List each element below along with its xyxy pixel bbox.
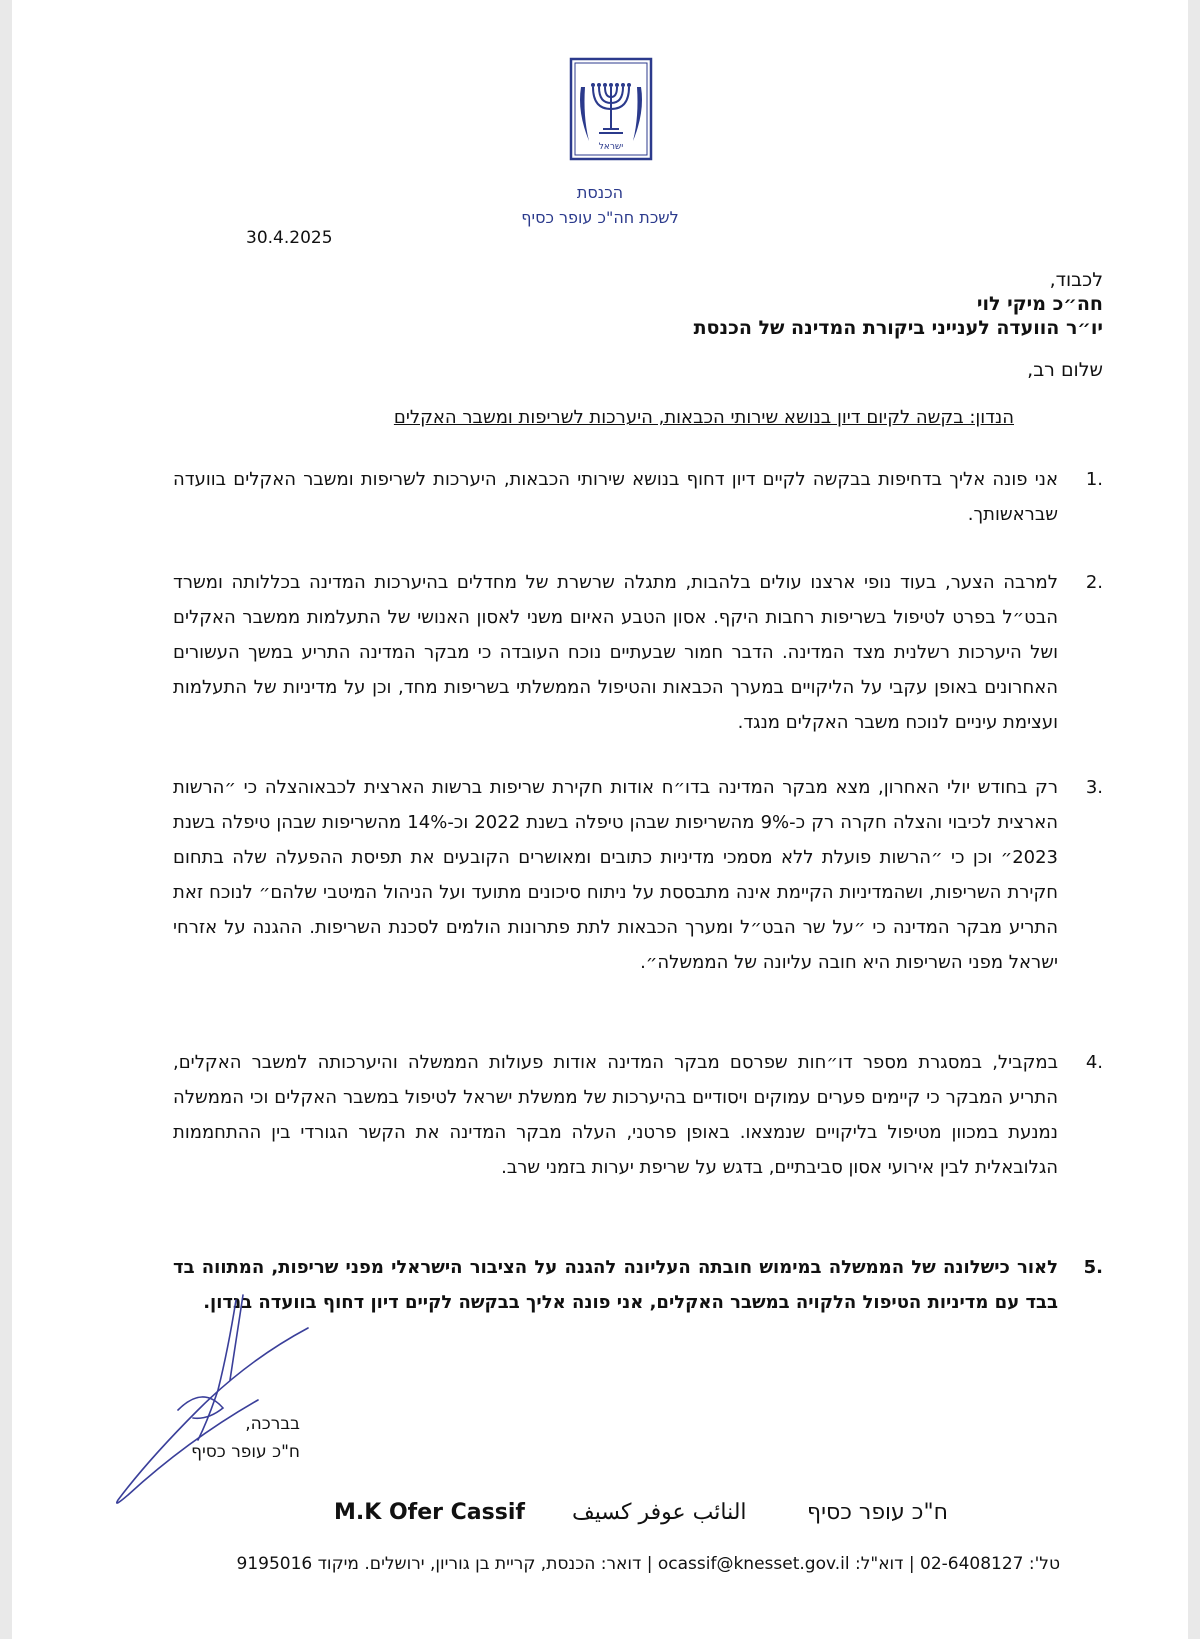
recipient-title: יו״ר הוועדה לענייני ביקורת המדינה של הכנסת: [693, 317, 1103, 339]
paragraph-text: במקביל, במסגרת מספר דו״חות שפרסם מבקר המדינה אודות פעולות הממשלה והיערכותה למשבר האקלים, התריע המבקר כי קיימים פערים עמוקים ויסודיים בהיערכות של ממשלת ישראל לטיפול במשבר האקלים וכי הממשלה נמנעת במכוון מטיפול בליקויים שנמצאו. באופן פרטני, העלה מבקר המדינה את הקשר הגורדי בין ההתחממות הגלובאלית לבין אירועי אסון סביבתיים, בדגש על שריפת יערות בזמני שרב.: [173, 1052, 1058, 1178]
paragraph-number: .1: [1085, 469, 1103, 490]
paragraph-number: .4: [1085, 1052, 1103, 1073]
salutation-to: לכבוד,: [1049, 269, 1103, 291]
paragraph-2: [173, 565, 1103, 740]
letter-date: 30.4.2025: [246, 228, 333, 248]
recipient-block: [403, 268, 1103, 340]
paragraph-1: [173, 462, 1103, 532]
recipient-name: חה״כ מיקי לוי: [976, 293, 1103, 315]
subject-line: הנדון: בקשה לקיום דיון בנושא שירותי הכבאות, היערכות לשריפות ומשבר האקלים: [393, 407, 1014, 428]
footer-name-he: ח"כ עופר כסיף: [807, 1500, 948, 1525]
footer-name-ar: النائب عوفر كسيف: [572, 1500, 747, 1525]
closing-blessing: בברכה,: [245, 1414, 300, 1434]
greeting: שלום רב,: [1027, 359, 1103, 381]
paragraph-text: רק בחודש יולי האחרון, מצא מבקר המדינה בדו״ח אודות חקירת שריפות ברשות הארצית לכבאוהצלה כי ״הרשות הארצית לכיבוי והצלה חקרה רק כ-9% מהשריפות שבהן טיפלה בשנת 2022 וכ-14% מהשריפות שבהן טיפלה בשנת 2023״ וכן כי ״הרשות פועלת ללא מסמכי מדיניות כתובים ומאושרים הקובעים את תפיסת ההפעלה שלה בתחום חקירת השריפות, ושהמדיניות הקיימת אינה מתבססת על ניתוח סיכונים מתועד ועל הניהול המיטבי שלהם״ לנוכח זאת התריע מבקר המדינה כי ״על שר הבט״ל ומערך הכבאות לתת פתרונות הולמים לסכנת השריפות. ההגנה על אזרחי ישראל מפני השריפות היא חובה עליונה של הממשלה״.: [173, 777, 1059, 973]
svg-text:ישראל: ישראל: [598, 142, 624, 152]
paragraph-number: .5: [1083, 1257, 1103, 1278]
letter-page: [12, 0, 1188, 1639]
closing-block: [191, 1410, 300, 1466]
knesset-emblem-icon: [569, 57, 653, 161]
paragraph-text: אני פונה אליך בדחיפות בבקשה לקיים דיון דחוף בנושא שירותי הכבאות, היערכות לשריפות ומשבר האקלים בוועדה שבראשותך.: [173, 469, 1058, 525]
org-name: הכנסת: [576, 183, 624, 202]
handwritten-signature-icon: [108, 1290, 338, 1510]
letterhead: [452, 180, 748, 230]
paragraph-text: למרבה הצער, בעוד נופי ארצנו עולים בלהבות, מתגלה שרשרת של מחדלים בהיערכות המדינה בכללותה ומשרד הבט״ל בפרט לטיפול בשריפות רחבות היקף. אסון הטבע האיום משני לאסון האנושי של התעלמות ממשבר האקלים ושל היערכות רשלנית מצד המדינה. הדבר חמור שבעתיים נוכח העובדה כי מבקר המדינה התריע במשך העשורים האחרונים באופן עקבי על הליקויים במערך הכבאות והטיפול הממשלתי בשריפות מחד, וכן על מדיניות של התעלמות ועצימת עיניים לנוכח משבר האקלים מנגד.: [173, 572, 1058, 733]
paragraph-text: לאור כישלונה של הממשלה במימוש חובתה העליונה להגנה על הציבור הישראלי מפני שריפות, המתווה בד בבד עם מדיניות הטיפול הלקויה במשבר האקלים, אני פונה אליך בבקשה לקיים דיון דחוף בוועדה בנדון.: [173, 1257, 1058, 1313]
paragraph-3: [173, 770, 1103, 980]
office-name: לשכת חה"כ עופר כסיף: [521, 208, 679, 227]
footer-name-en: M.K Ofer Cassif: [334, 1500, 525, 1525]
paragraph-4: [173, 1045, 1103, 1185]
closing-signer: ח"כ עופר כסיף: [191, 1442, 300, 1462]
paragraph-number: .2: [1085, 572, 1103, 593]
footer-contact-line: טל': 02-6408127 | דוא"ל: ocassif@knesset.gov.il | דואר: הכנסת, קריית בן גוריון, ירושלים. מיקוד 9195016: [236, 1554, 1060, 1574]
paragraph-number: .3: [1085, 777, 1103, 798]
